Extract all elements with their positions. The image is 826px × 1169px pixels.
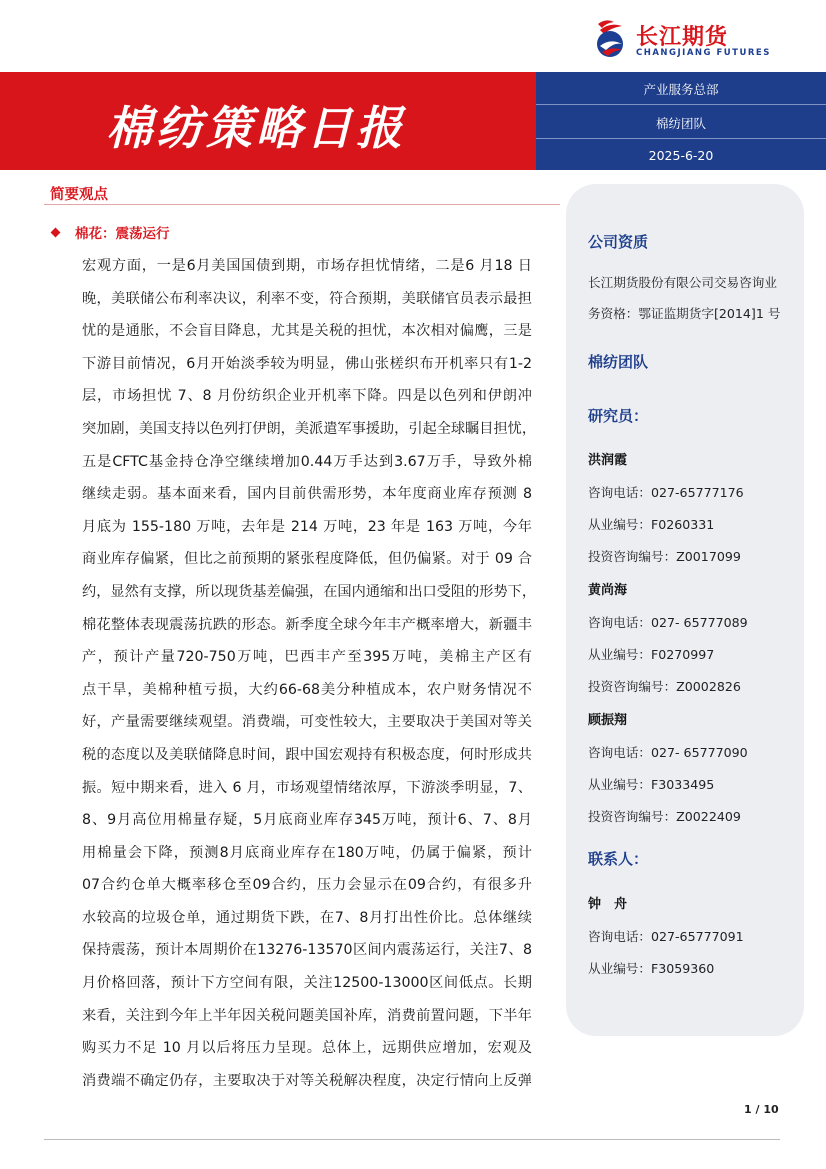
- body-line: 五是CFTC基金持仓净空继续增加0.44万手达到3.67万手，导致外棉: [82, 453, 532, 470]
- department-label: 产业服务总部: [643, 82, 719, 97]
- report-title: 棉纺策略日报: [106, 101, 406, 155]
- body-line: 好，产量需要继续观望。消费端，可变性较大，主要取决于美国对等关: [82, 714, 532, 731]
- body-line: 产，预计产量720-750万吨，巴西丰产至395万吨，美棉主产区有: [82, 649, 532, 666]
- body-line: 棉花整体表现震荡抗跌的形态。新季度全球今年丰产概率增大，新疆丰: [82, 616, 532, 633]
- item-heading: [52, 222, 170, 242]
- body-line: 购买力不足 10 月以后将压力呈现。总体上，远期供应增加，宏观及: [82, 1040, 532, 1057]
- body-line: 商业库存偏紧，但比之前预期的紧张程度降低，但仍偏紧。对于 09 合: [82, 551, 532, 568]
- analysis-body: [82, 250, 537, 1097]
- body-line: 晚，美联储公布利率决议，利率不变，符合预期，美联储官员表示最担: [82, 290, 532, 307]
- body-line: 下游目前情况，6月开始淡季较为明显，佛山张槎织布开机率只有1-2: [82, 355, 532, 372]
- qualification-title: 公司资质: [588, 233, 649, 251]
- body-line: 突加剧，美国支持以色列打伊朗，美派遣军事援助，引起全球瞩目担忧，: [82, 420, 537, 437]
- body-line: 保持震荡，预计本周期价在13276-13570区间内震荡运行，关注7、8: [82, 942, 532, 959]
- researcher-phone: 咨询电话：027-65777176: [588, 485, 744, 500]
- section-title: 简要观点: [50, 187, 108, 203]
- researcher-license: 从业编号：F0270997: [588, 647, 715, 662]
- diamond-bullet-icon: [51, 228, 61, 238]
- team-title: 棉纺团队: [588, 353, 649, 371]
- body-line: 点干旱，美棉种植亏损，大约66-68美分种植成本，农户财务情况不: [82, 681, 532, 698]
- body-line: 宏观方面，一是6月美国国债到期，市场存担忧情绪，二是6 月18 日: [82, 258, 532, 274]
- header-info-band: [536, 72, 826, 170]
- report-date: 2025-6-20: [648, 148, 714, 163]
- researcher-name: 洪润霞: [588, 453, 628, 468]
- researcher-advisor-id: 投资咨询编号：Z0017099: [588, 549, 741, 564]
- item-heading-text: 棉花：震荡运行: [75, 226, 170, 242]
- contact-name: 钟 舟: [588, 897, 628, 912]
- body-line: 用棉量会下降，预测8月底商业库存在180万吨，仍属于偏紧，预计: [82, 844, 532, 861]
- footer-divider: [44, 1139, 780, 1140]
- researcher-license: 从业编号：F0260331: [588, 517, 715, 532]
- team-label: 棉纺团队: [655, 116, 706, 131]
- header-divider: [536, 138, 826, 139]
- contact-phone: 咨询电话：027-65777091: [588, 929, 744, 944]
- body-line: 约，显然有支撑，所以现货基差偏强，在国内通缩和出口受阻的形势下，: [82, 583, 537, 600]
- body-line: 月底为 155-180 万吨，去年是 214 万吨，23 年是 163 万吨，今年: [82, 518, 532, 535]
- logo-name-cn: 长江期货: [636, 25, 729, 50]
- researcher-name: 黄尚海: [588, 583, 628, 598]
- logo-name-en: CHANGJIANG FUTURES: [636, 48, 771, 58]
- researcher-advisor-id: 投资咨询编号：Z0022409: [588, 809, 741, 824]
- body-line: 消费端不确定仍存，主要取决于对等关税解决程度，决定行情向上反弹: [82, 1072, 532, 1089]
- body-line: 来看，关注到今年上半年因关税问题美国补库，消费前置问题，下半年: [82, 1007, 532, 1024]
- body-line: 层，市场担忧 7、8 月份纺织企业开机率下降。四是以色列和伊朗冲: [82, 388, 532, 405]
- contact-license: 从业编号：F3059360: [588, 961, 715, 976]
- header-divider: [536, 104, 826, 105]
- page-number: 1 / 10: [744, 1103, 779, 1116]
- logo-emblem-icon: [592, 16, 632, 60]
- section-divider: [44, 204, 560, 205]
- qualification-text: 长江期货股份有限公司交易咨询业: [588, 275, 777, 290]
- body-line: 税的态度以及美联储降息时间，跟中国宏观持有积极态度，何时形成共: [82, 746, 532, 763]
- qualification-text: 务资格：鄂证监期货字[2014]1 号: [588, 306, 781, 321]
- body-line: 振。短中期来看，进入 6 月，市场观望情绪浓厚，下游淡季明显，7、: [82, 779, 532, 796]
- body-line: 继续走弱。基本面来看，国内目前供需形势，本年度商业库存预测 8: [82, 486, 532, 503]
- body-line: 07合约仓单大概率移仓至09合约，压力会显示在09合约，有很多升: [82, 877, 532, 894]
- researcher-phone: 咨询电话：027- 65777089: [588, 615, 748, 630]
- body-line: 月价格回落，预计下方空间有限，关注12500-13000区间低点。长期: [82, 975, 532, 992]
- contact-title: 联系人：: [588, 850, 649, 868]
- company-logo: [592, 16, 782, 60]
- researcher-name: 顾振翔: [588, 713, 628, 728]
- body-line: 8、9月高位用棉量存疑，5月底商业库存345万吨，预计6、7、8月: [82, 812, 532, 829]
- researcher-advisor-id: 投资咨询编号：Z0002826: [588, 679, 741, 694]
- researcher-title: 研究员：: [588, 407, 649, 425]
- body-line: 水较高的垃圾仓单，通过期货下跌，在7、8月打出性价比。总体继续: [82, 909, 532, 926]
- body-line: 忧的是通胀，不会盲目降息，尤其是关税的担忧，本次相对偏鹰，三是: [82, 323, 532, 340]
- researcher-phone: 咨询电话：027- 65777090: [588, 745, 748, 760]
- researcher-license: 从业编号：F3033495: [588, 777, 715, 792]
